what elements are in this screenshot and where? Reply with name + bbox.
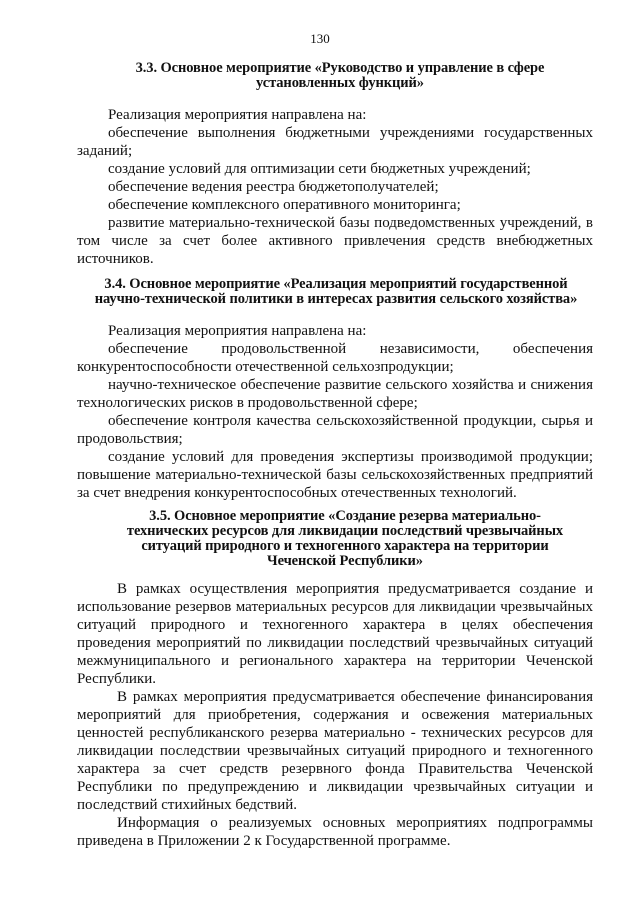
paragraph: создание условий для проведения экспертизы производимой продукции; повышение материально-технической базы сельскохозяйственных предприятий за счет внедрения конкурентоспособных отечественных технологий.: [77, 449, 593, 501]
section-3-5-heading: [100, 509, 590, 569]
heading-line: 3.3. Основное мероприятие «Руководство и управление в сфере: [135, 60, 545, 76]
section-3-4-heading: [76, 277, 596, 307]
heading-line: научно-технической политики в интересах развития сельского хозяйства»: [94, 291, 578, 307]
heading-line: технических ресурсов для ликвидации последствий чрезвычайных: [126, 523, 564, 539]
paragraph: обеспечение контроля качества сельскохозяйственной продукции, сырья и продовольствия;: [77, 413, 593, 447]
paragraph: развитие материально-технической базы подведомственных учреждений, в том числе за счет более активного привлечения средств внебюджетных источников.: [77, 215, 593, 267]
paragraph: В рамках осуществления мероприятия предусматривается создание и использование резервов материальных ресурсов для ликвидации чрезвычайных ситуаций природного и техногенного характера в целях обеспечения проведения мероприятий по ликвидации последствий чрезвычайных ситуаций межмуниципального и регионального характера на территории Чеченской Республики.: [77, 581, 593, 687]
paragraph: Реализация мероприятия направлена на:: [108, 323, 367, 339]
paragraph: Информация о реализуемых основных мероприятиях подпрограммы приведена в Приложении 2 к Государственной программе.: [77, 815, 593, 849]
heading-line: Чеченской Республики»: [267, 553, 423, 569]
heading-line: 3.5. Основное мероприятие «Создание резерва материально-: [149, 508, 541, 524]
section-3-4-body: [77, 322, 593, 502]
paragraph: создание условий для оптимизации сети бюджетных учреждений;: [108, 161, 531, 177]
page-number: 130: [310, 31, 330, 46]
paragraph: обеспечение выполнения бюджетными учреждениями государственных заданий;: [77, 125, 593, 159]
heading-line: 3.4. Основное мероприятие «Реализация мероприятий государственной: [104, 276, 568, 292]
section-3-3-body: [77, 106, 593, 268]
paragraph: В рамках мероприятия предусматривается обеспечение финансирования мероприятий для приобретения, содержания и освежения материальных ценностей республиканского резерва материально - технических ресурсов для ликвидации последствии чрезвычайных ситуаций природного и техногенного характера за счет средств резервного фонда Правительства Чеченской Республики по предупреждению и ликвидации чрезвычайных ситуации и последствий стихийных бедствий.: [77, 689, 593, 813]
section-3-3-heading: [100, 61, 580, 91]
paragraph: обеспечение ведения реестра бюджетополучателей;: [108, 179, 439, 195]
section-3-5-body: [77, 580, 593, 850]
paragraph: научно-техническое обеспечение развитие сельского хозяйства и снижения технологических рисков в продовольственной сфере;: [77, 377, 593, 411]
paragraph: Реализация мероприятия направлена на:: [108, 107, 367, 123]
heading-line: ситуаций природного и техногенного характера на территории: [141, 538, 549, 554]
paragraph: обеспечение продовольственной независимости, обеспечения конкурентоспособности отечественной сельхозпродукции;: [77, 341, 593, 375]
paragraph: обеспечение комплексного оперативного мониторинга;: [108, 197, 461, 213]
heading-line: установленных функций»: [256, 75, 424, 91]
